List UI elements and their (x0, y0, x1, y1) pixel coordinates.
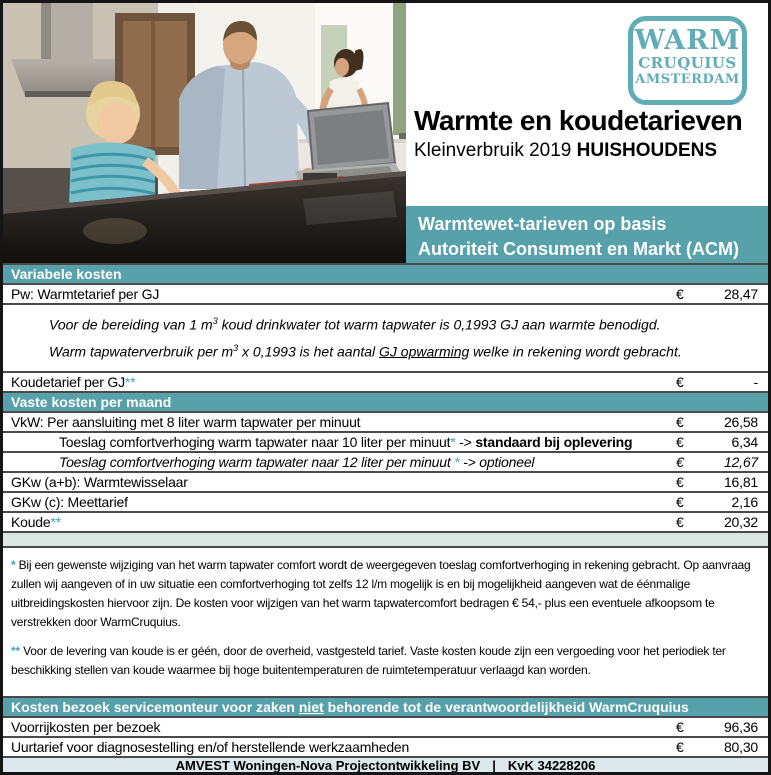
currency-symbol: € (676, 374, 684, 390)
row-label: GKw (c): Meettarief (11, 494, 128, 510)
company-name: AMVEST Woningen-Nova Projectontwikkeling BV (175, 757, 481, 773)
currency-symbol: € (676, 454, 684, 470)
section-header-variabele-kosten (3, 263, 768, 285)
amount: 20,32 (723, 514, 758, 530)
standaard-note: standaard bij oplevering (475, 434, 633, 450)
currency-symbol: € (676, 286, 684, 302)
row-label: Toeslag comfortverhoging warm tapwater naar 10 liter per minuut (59, 434, 451, 450)
row-label: Voorrijkosten per bezoek (11, 719, 161, 735)
footnote-marker: * (11, 558, 16, 572)
acm-banner (406, 206, 768, 263)
banner-line1: Warmtewet-tarieven op basis (418, 214, 667, 234)
amount: 26,58 (723, 414, 758, 430)
tariff-row-vkw (3, 413, 768, 433)
tariff-row-koude (3, 513, 768, 533)
tariff-row-toeslag-12l: Toeslag comfortverhoging warm tapwater naar 12 liter per minuut * -> optioneel € 12,67 (3, 453, 768, 473)
spacer (3, 680, 768, 696)
row-label: Koude (11, 514, 51, 530)
footnote-marker: ** (50, 514, 61, 530)
logo-word-warm: WARM (634, 25, 741, 56)
footnote-marker: * (450, 434, 456, 450)
gj-opwarming-underline: GJ opwarming (379, 343, 470, 360)
tariff-table (3, 263, 768, 772)
tariff-row-voorrijkosten (3, 718, 768, 738)
amount: 96,36 (723, 719, 758, 735)
tariff-row-koudetarief (3, 373, 768, 393)
title-block (414, 105, 742, 162)
tariff-row-uurtarief (3, 738, 768, 758)
row-label: GKw (a+b): Warmtewisselaar (11, 474, 188, 490)
footnote-koude: ** Voor de levering van koude is er géén, door de overheid, vastgesteld tarief. Vaste kosten koude zijn een vergoeding voor het periodiek ter beschikking stellen van koude waarmee bij hoge buitentemperaturen de ruimtetemperatuur verlaagd kan worden. (11, 644, 726, 677)
section-header-vaste-kosten (3, 393, 768, 413)
row-label: Toeslag comfortverhoging warm tapwater naar 12 liter per minuut (59, 454, 455, 470)
amount: 16,81 (723, 474, 758, 490)
tariff-row-toeslag-10l: Toeslag comfortverhoging warm tapwater naar 10 liter per minuut* -> standaard bij oplevering € 6,34 (3, 433, 768, 453)
tapwater-note (3, 305, 768, 373)
separator-band (3, 533, 768, 548)
subtitle-prefix: Kleinverbruik 2019 (414, 140, 577, 161)
warmcruquius-logo (628, 16, 747, 105)
row-label: Pw: Warmtetarief per GJ (11, 286, 160, 302)
amount: 80,30 (723, 739, 758, 755)
kvk-number: KvK 34228206 (507, 757, 596, 773)
currency-symbol: € (676, 739, 684, 755)
company-footer (3, 758, 768, 772)
footer-separator: | (492, 757, 496, 773)
banner-line2: Autoriteit Consument en Markt (ACM) (418, 239, 739, 259)
section-title: Variabele kosten (11, 266, 122, 282)
subtitle-audience: HUISHOUDENS (576, 140, 718, 161)
currency-symbol: € (676, 434, 684, 450)
footnote-marker: ** (11, 644, 20, 658)
family-kitchen-photo (3, 3, 406, 263)
currency-symbol: € (676, 494, 684, 510)
niet-underline: niet (298, 699, 324, 715)
amount: 28,47 (723, 286, 758, 302)
superscript-3: 3 (233, 342, 239, 353)
note-line-1: Voor de bereiding van 1 $m^3$ koud drinkwater tot warm tapwater is 0,1993 GJ aan warmte benodigd. (49, 316, 661, 333)
currency-symbol: € (676, 514, 684, 530)
row-label: Koudetarief per GJ (11, 374, 125, 390)
row-label: VkW: Per aansluiting met 8 liter warm tapwater per minuut (11, 414, 361, 430)
footnote-comfortverhoging: * Bij een gewenste wijziging van het warm tapwater comfort wordt de weergegeven toeslag comfortverhoging in rekening gebracht. Op aanvraag zullen wij aangeven of in uw situatie een comfortverhoging tot zelfs 12 l/m mogelijk is en bij mogelijkheid aangeven wat de éénmalige uitbreidingskosten hiervoor zijn. De kosten voor wijzigen van het warm tapwatercomfort bedragen € 54,- plus een eventuele afkoopsom te verstrekken door WarmCruquius. (11, 558, 751, 629)
currency-symbol: € (676, 414, 684, 430)
header-section (3, 3, 768, 263)
section-header-servicemonteur: Kosten bezoek servicemonteur voor zaken niet behorende tot de verantwoordelijkheid WarmCruquius (3, 696, 768, 718)
superscript-3: 3 (212, 316, 218, 326)
row-label: Uurtarief voor diagnosestelling en/of herstellende werkzaamheden (11, 739, 410, 755)
currency-symbol: € (676, 474, 684, 490)
note-line-2: Warm tapwaterverbruik per $m^3$ x 0,1993 is het aantal GJ opwarming welke in rekening wordt gebracht. (49, 342, 682, 360)
logo-word-amsterdam: AMSTERDAM (635, 72, 740, 87)
amount: 6,34 (731, 434, 758, 450)
amount: 12,67 (723, 454, 758, 470)
section-title: Vaste kosten per maand (11, 394, 172, 410)
footnote-marker: ** (124, 374, 136, 390)
logo-word-cruquius: CRUQUIUS (638, 54, 737, 72)
page-subtitle (414, 140, 742, 162)
footnote-marker: * (454, 454, 460, 470)
currency-symbol: € (676, 719, 684, 735)
page-title: Warmte en koudetarieven (414, 105, 743, 136)
tariff-row-gkw-ab (3, 473, 768, 493)
amount: 2,16 (731, 494, 758, 510)
tariff-row-gkw-c (3, 493, 768, 513)
amount: - (753, 374, 758, 390)
tariff-row-warmtetarief (3, 285, 768, 305)
